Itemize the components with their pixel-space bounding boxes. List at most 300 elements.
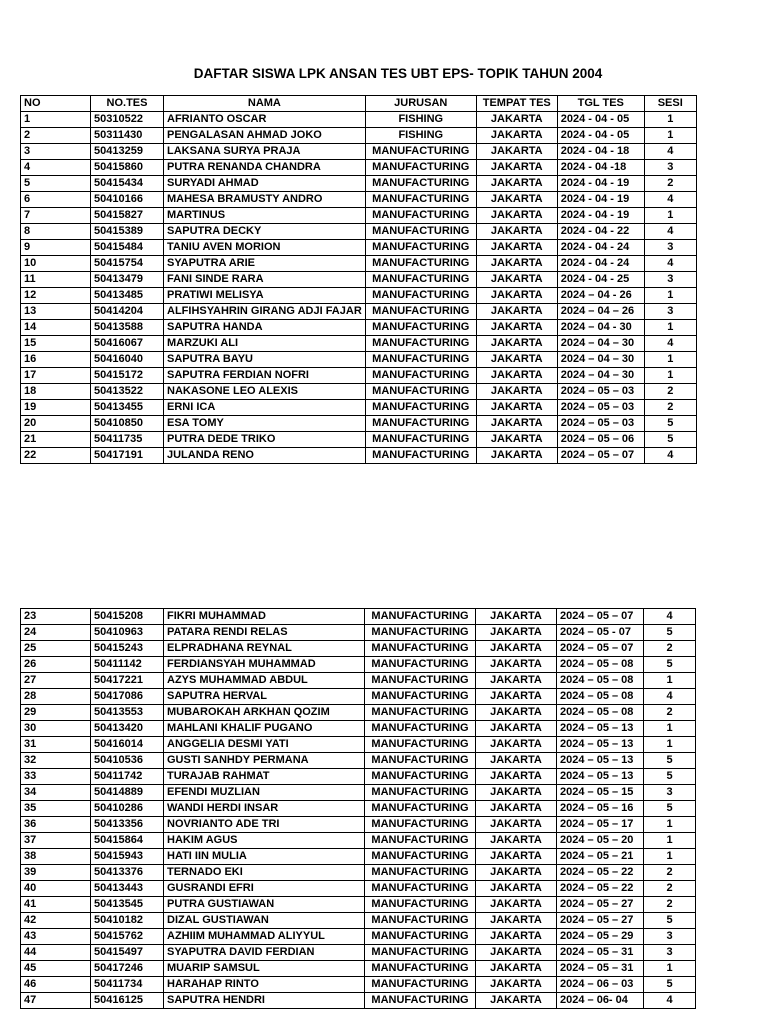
- cell-jurusan: MANUFACTURING: [365, 657, 476, 673]
- cell-jurusan: MANUFACTURING: [365, 849, 476, 865]
- cell-no-tes: 50416040: [91, 352, 164, 368]
- cell-nama: FIKRI MUHAMMAD: [164, 609, 365, 625]
- cell-sesi: 4: [644, 609, 696, 625]
- cell-sesi: 1: [644, 817, 696, 833]
- table-row: [21, 240, 697, 256]
- cell-tempat-tes: JAKARTA: [476, 801, 557, 817]
- cell-tempat-tes: JAKARTA: [476, 961, 557, 977]
- cell-tgl-tes: 2024 – 05 – 27: [557, 913, 644, 929]
- cell-tgl-tes: 2024 – 05 – 16: [557, 801, 644, 817]
- cell-sesi: 2: [644, 176, 696, 192]
- cell-tempat-tes: JAKARTA: [476, 112, 557, 128]
- cell-jurusan: MANUFACTURING: [365, 176, 476, 192]
- table-row: [21, 737, 696, 753]
- cell-nama: PUTRA DEDE TRIKO: [164, 432, 366, 448]
- cell-tempat-tes: JAKARTA: [476, 833, 557, 849]
- cell-sesi: 3: [644, 785, 696, 801]
- cell-no: 8: [21, 224, 91, 240]
- cell-no-tes: 50410182: [91, 913, 164, 929]
- cell-sesi: 5: [644, 977, 696, 993]
- cell-tgl-tes: 2024 – 05 – 03: [557, 416, 644, 432]
- cell-sesi: 1: [644, 737, 696, 753]
- cell-tempat-tes: JAKARTA: [476, 352, 557, 368]
- cell-jurusan: MANUFACTURING: [365, 160, 476, 176]
- table-row: [21, 368, 697, 384]
- cell-tgl-tes: 2024 – 05 - 07: [557, 625, 644, 641]
- cell-jurusan: MANUFACTURING: [365, 977, 476, 993]
- cell-tempat-tes: JAKARTA: [476, 977, 557, 993]
- cell-tgl-tes: 2024 – 05 – 03: [557, 400, 644, 416]
- cell-tempat-tes: JAKARTA: [476, 673, 557, 689]
- cell-tgl-tes: 2024 – 04 - 26: [557, 288, 644, 304]
- cell-sesi: 3: [644, 929, 696, 945]
- cell-jurusan: FISHING: [365, 112, 476, 128]
- table-row: [21, 288, 697, 304]
- cell-tempat-tes: JAKARTA: [476, 432, 557, 448]
- cell-no-tes: 50410286: [91, 801, 164, 817]
- table-row: [21, 977, 696, 993]
- cell-jurusan: MANUFACTURING: [365, 945, 476, 961]
- cell-sesi: 1: [644, 833, 696, 849]
- cell-tempat-tes: JAKARTA: [476, 336, 557, 352]
- cell-nama: SAPUTRA DECKY: [164, 224, 366, 240]
- cell-sesi: 4: [644, 689, 696, 705]
- cell-tgl-tes: 2024 - 04 - 19: [557, 208, 644, 224]
- cell-no-tes: 50415860: [91, 160, 164, 176]
- table-row: [21, 304, 697, 320]
- cell-tgl-tes: 2024 – 05 – 27: [557, 897, 644, 913]
- cell-sesi: 5: [644, 753, 696, 769]
- cell-nama: NAKASONE LEO ALEXIS: [164, 384, 366, 400]
- cell-tempat-tes: JAKARTA: [476, 737, 557, 753]
- table-row: [21, 176, 697, 192]
- table-header-row: [21, 96, 697, 112]
- cell-nama: HAKIM AGUS: [164, 833, 365, 849]
- cell-no-tes: 50413455: [91, 400, 164, 416]
- cell-tgl-tes: 2024 – 04 – 26: [557, 304, 644, 320]
- cell-tgl-tes: 2024 – 06 – 03: [557, 977, 644, 993]
- cell-tgl-tes: 2024 - 04 -18: [557, 160, 644, 176]
- table-row: [21, 753, 696, 769]
- table-row: [21, 400, 697, 416]
- cell-nama: MARTINUS: [164, 208, 366, 224]
- cell-no-tes: 50413588: [91, 320, 164, 336]
- cell-jurusan: MANUFACTURING: [365, 929, 476, 945]
- table-row: [21, 769, 696, 785]
- cell-tgl-tes: 2024 – 04 – 30: [557, 352, 644, 368]
- header-no: NO: [21, 96, 91, 112]
- cell-sesi: 3: [644, 945, 696, 961]
- cell-no: 3: [21, 144, 91, 160]
- cell-nama: FERDIANSYAH MUHAMMAD: [164, 657, 365, 673]
- cell-tempat-tes: JAKARTA: [476, 753, 557, 769]
- cell-no: 2: [21, 128, 91, 144]
- cell-no: 27: [21, 673, 91, 689]
- cell-no-tes: 50415497: [91, 945, 164, 961]
- cell-tgl-tes: 2024 - 04 - 18: [557, 144, 644, 160]
- student-table-1: [20, 95, 697, 464]
- cell-tempat-tes: JAKARTA: [476, 897, 557, 913]
- table-row: [21, 144, 697, 160]
- cell-nama: AZHIIM MUHAMMAD ALIYYUL: [164, 929, 365, 945]
- cell-jurusan: MANUFACTURING: [365, 304, 476, 320]
- cell-no: 43: [21, 929, 91, 945]
- cell-nama: NOVRIANTO ADE TRI: [164, 817, 365, 833]
- cell-tgl-tes: 2024 – 05 – 07: [557, 448, 644, 464]
- cell-jurusan: MANUFACTURING: [365, 432, 476, 448]
- cell-sesi: 1: [644, 721, 696, 737]
- header-jurusan: JURUSAN: [365, 96, 476, 112]
- cell-sesi: 1: [644, 673, 696, 689]
- cell-tempat-tes: JAKARTA: [476, 208, 557, 224]
- cell-tgl-tes: 2024 – 05 – 07: [557, 609, 644, 625]
- cell-jurusan: MANUFACTURING: [365, 352, 476, 368]
- cell-no: 37: [21, 833, 91, 849]
- cell-tempat-tes: JAKARTA: [476, 272, 557, 288]
- cell-tgl-tes: 2024 – 05 – 07: [557, 641, 644, 657]
- cell-tempat-tes: JAKARTA: [476, 224, 557, 240]
- table-row: [21, 224, 697, 240]
- cell-sesi: 1: [644, 961, 696, 977]
- cell-jurusan: MANUFACTURING: [365, 801, 476, 817]
- cell-jurusan: MANUFACTURING: [365, 641, 476, 657]
- cell-no-tes: 50416125: [91, 993, 164, 1009]
- table-row: [21, 929, 696, 945]
- cell-nama: LAKSANA SURYA PRAJA: [164, 144, 366, 160]
- cell-tgl-tes: 2024 – 05 – 08: [557, 705, 644, 721]
- table-row: [21, 641, 696, 657]
- cell-sesi: 2: [644, 384, 696, 400]
- cell-tempat-tes: JAKARTA: [476, 721, 557, 737]
- cell-nama: EFENDI MUZLIAN: [164, 785, 365, 801]
- cell-tgl-tes: 2024 – 05 – 22: [557, 881, 644, 897]
- cell-no-tes: 50416014: [91, 737, 164, 753]
- cell-sesi: 2: [644, 897, 696, 913]
- cell-no: 22: [21, 448, 91, 464]
- document-title: DAFTAR SISWA LPK ANSAN TES UBT EPS- TOPIK TAHUN 2004: [193, 66, 603, 81]
- table-row: [21, 993, 696, 1009]
- cell-no-tes: 50414204: [91, 304, 164, 320]
- cell-no-tes: 50415484: [91, 240, 164, 256]
- cell-jurusan: MANUFACTURING: [365, 833, 476, 849]
- cell-jurusan: MANUFACTURING: [365, 961, 476, 977]
- cell-no: 29: [21, 705, 91, 721]
- cell-jurusan: MANUFACTURING: [365, 272, 476, 288]
- table-row: [21, 336, 697, 352]
- cell-no-tes: 50413479: [91, 272, 164, 288]
- cell-nama: FANI SINDE RARA: [164, 272, 366, 288]
- cell-tempat-tes: JAKARTA: [476, 304, 557, 320]
- cell-nama: DIZAL GUSTIAWAN: [164, 913, 365, 929]
- table-row: [21, 849, 696, 865]
- cell-sesi: 3: [644, 240, 696, 256]
- cell-no: 19: [21, 400, 91, 416]
- cell-no: 4: [21, 160, 91, 176]
- cell-jurusan: MANUFACTURING: [365, 721, 476, 737]
- cell-jurusan: MANUFACTURING: [365, 897, 476, 913]
- cell-no-tes: 50310522: [91, 112, 164, 128]
- cell-no-tes: 50417246: [91, 961, 164, 977]
- cell-no-tes: 50413259: [91, 144, 164, 160]
- cell-tempat-tes: JAKARTA: [476, 657, 557, 673]
- cell-sesi: 2: [644, 865, 696, 881]
- cell-no: 24: [21, 625, 91, 641]
- cell-nama: GUSRANDI EFRI: [164, 881, 365, 897]
- cell-no-tes: 50413553: [91, 705, 164, 721]
- header-no-tes: NO.TES: [91, 96, 164, 112]
- cell-tempat-tes: JAKARTA: [476, 769, 557, 785]
- cell-no: 26: [21, 657, 91, 673]
- cell-tgl-tes: 2024 – 04 - 30: [557, 320, 644, 336]
- cell-nama: PATARA RENDI RELAS: [164, 625, 365, 641]
- cell-tgl-tes: 2024 – 05 – 13: [557, 737, 644, 753]
- cell-nama: SAPUTRA BAYU: [164, 352, 366, 368]
- cell-nama: TERNADO EKI: [164, 865, 365, 881]
- cell-tgl-tes: 2024 – 04 – 30: [557, 336, 644, 352]
- cell-jurusan: MANUFACTURING: [365, 705, 476, 721]
- cell-no: 30: [21, 721, 91, 737]
- cell-nama: MUBAROKAH ARKHAN QOZIM: [164, 705, 365, 721]
- cell-tgl-tes: 2024 – 05 – 08: [557, 673, 644, 689]
- cell-nama: SYAPUTRA DAVID FERDIAN: [164, 945, 365, 961]
- cell-tgl-tes: 2024 - 04 - 24: [557, 240, 644, 256]
- cell-nama: SYAPUTRA ARIE: [164, 256, 366, 272]
- cell-tempat-tes: JAKARTA: [476, 865, 557, 881]
- cell-no: 11: [21, 272, 91, 288]
- cell-no-tes: 50410850: [91, 416, 164, 432]
- table-row: [21, 657, 696, 673]
- cell-jurusan: MANUFACTURING: [365, 240, 476, 256]
- cell-sesi: 1: [644, 288, 696, 304]
- cell-jurusan: MANUFACTURING: [365, 753, 476, 769]
- table-row: [21, 208, 697, 224]
- cell-jurusan: MANUFACTURING: [365, 256, 476, 272]
- cell-nama: MUARIP SAMSUL: [164, 961, 365, 977]
- cell-no: 7: [21, 208, 91, 224]
- cell-tempat-tes: JAKARTA: [476, 689, 557, 705]
- cell-nama: TURAJAB RAHMAT: [164, 769, 365, 785]
- cell-no: 12: [21, 288, 91, 304]
- cell-jurusan: MANUFACTURING: [365, 320, 476, 336]
- table-row: [21, 625, 696, 641]
- cell-tempat-tes: JAKARTA: [476, 705, 557, 721]
- cell-nama: ELPRADHANA REYNAL: [164, 641, 365, 657]
- cell-sesi: 3: [644, 304, 696, 320]
- table-row: [21, 432, 697, 448]
- cell-no: 31: [21, 737, 91, 753]
- cell-no: 42: [21, 913, 91, 929]
- cell-no-tes: 50413522: [91, 384, 164, 400]
- table-row: [21, 913, 696, 929]
- cell-tempat-tes: JAKARTA: [476, 448, 557, 464]
- cell-tgl-tes: 2024 – 05 – 13: [557, 753, 644, 769]
- cell-no-tes: 50311430: [91, 128, 164, 144]
- cell-no: 21: [21, 432, 91, 448]
- table-row: [21, 865, 696, 881]
- cell-no-tes: 50413545: [91, 897, 164, 913]
- cell-nama: ANGGELIA DESMI YATI: [164, 737, 365, 753]
- table-row: [21, 833, 696, 849]
- cell-no: 9: [21, 240, 91, 256]
- cell-sesi: 1: [644, 849, 696, 865]
- table-row: [21, 112, 697, 128]
- cell-nama: WANDI HERDI INSAR: [164, 801, 365, 817]
- cell-no-tes: 50410963: [91, 625, 164, 641]
- cell-jurusan: MANUFACTURING: [365, 913, 476, 929]
- cell-nama: JULANDA RENO: [164, 448, 366, 464]
- cell-tgl-tes: 2024 - 04 - 05: [557, 112, 644, 128]
- cell-sesi: 2: [644, 641, 696, 657]
- cell-sesi: 1: [644, 208, 696, 224]
- cell-sesi: 5: [644, 432, 696, 448]
- cell-no: 1: [21, 112, 91, 128]
- cell-no-tes: 50415762: [91, 929, 164, 945]
- cell-tempat-tes: JAKARTA: [476, 128, 557, 144]
- cell-sesi: 4: [644, 256, 696, 272]
- cell-sesi: 4: [644, 224, 696, 240]
- cell-no: 34: [21, 785, 91, 801]
- cell-nama: SURYADI AHMAD: [164, 176, 366, 192]
- table-row: [21, 961, 696, 977]
- cell-no: 25: [21, 641, 91, 657]
- cell-nama: ALFIHSYAHRIN GIRANG ADJI FAJAR: [164, 304, 366, 320]
- cell-tgl-tes: 2024 - 04 - 19: [557, 176, 644, 192]
- cell-no: 23: [21, 609, 91, 625]
- cell-jurusan: MANUFACTURING: [365, 448, 476, 464]
- cell-no: 41: [21, 897, 91, 913]
- cell-jurusan: MANUFACTURING: [365, 737, 476, 753]
- cell-no: 17: [21, 368, 91, 384]
- cell-tgl-tes: 2024 – 05 – 22: [557, 865, 644, 881]
- header-nama: NAMA: [164, 96, 366, 112]
- cell-no: 20: [21, 416, 91, 432]
- cell-jurusan: MANUFACTURING: [365, 208, 476, 224]
- cell-tempat-tes: JAKARTA: [476, 416, 557, 432]
- cell-sesi: 2: [644, 705, 696, 721]
- cell-no-tes: 50413356: [91, 817, 164, 833]
- cell-jurusan: MANUFACTURING: [365, 609, 476, 625]
- cell-sesi: 4: [644, 192, 696, 208]
- cell-tempat-tes: JAKARTA: [476, 176, 557, 192]
- cell-sesi: 4: [644, 448, 696, 464]
- cell-nama: PRATIWI MELISYA: [164, 288, 366, 304]
- cell-nama: AFRIANTO OSCAR: [164, 112, 366, 128]
- cell-no: 47: [21, 993, 91, 1009]
- cell-tgl-tes: 2024 – 06- 04: [557, 993, 644, 1009]
- cell-tempat-tes: JAKARTA: [476, 881, 557, 897]
- cell-jurusan: MANUFACTURING: [365, 881, 476, 897]
- cell-sesi: 1: [644, 112, 696, 128]
- cell-sesi: 1: [644, 368, 696, 384]
- cell-sesi: 1: [644, 320, 696, 336]
- table-row: [21, 705, 696, 721]
- cell-no-tes: 50415172: [91, 368, 164, 384]
- cell-no-tes: 50415243: [91, 641, 164, 657]
- cell-no: 15: [21, 336, 91, 352]
- cell-jurusan: MANUFACTURING: [365, 865, 476, 881]
- cell-no: 38: [21, 849, 91, 865]
- cell-tgl-tes: 2024 – 05 – 17: [557, 817, 644, 833]
- table-row: [21, 721, 696, 737]
- cell-nama: SAPUTRA HERVAL: [164, 689, 365, 705]
- cell-sesi: 5: [644, 913, 696, 929]
- cell-no-tes: 50415943: [91, 849, 164, 865]
- table-row: [21, 192, 697, 208]
- cell-tempat-tes: JAKARTA: [476, 144, 557, 160]
- header-sesi: SESI: [644, 96, 696, 112]
- table-body-2: [21, 609, 696, 1009]
- cell-no-tes: 50411734: [91, 977, 164, 993]
- cell-tgl-tes: 2024 – 04 – 30: [557, 368, 644, 384]
- cell-no-tes: 50411735: [91, 432, 164, 448]
- table-row: [21, 609, 696, 625]
- cell-tempat-tes: JAKARTA: [476, 320, 557, 336]
- cell-tempat-tes: JAKARTA: [476, 609, 557, 625]
- cell-tgl-tes: 2024 – 05 – 03: [557, 384, 644, 400]
- table-row: [21, 897, 696, 913]
- table-row: [21, 272, 697, 288]
- cell-no: 6: [21, 192, 91, 208]
- cell-tempat-tes: JAKARTA: [476, 785, 557, 801]
- cell-sesi: 3: [644, 272, 696, 288]
- cell-nama: MAHESA BRAMUSTY ANDRO: [164, 192, 366, 208]
- cell-no-tes: 50415434: [91, 176, 164, 192]
- cell-tgl-tes: 2024 - 04 - 25: [557, 272, 644, 288]
- cell-no-tes: 50417191: [91, 448, 164, 464]
- cell-tgl-tes: 2024 - 04 - 24: [557, 256, 644, 272]
- cell-jurusan: MANUFACTURING: [365, 288, 476, 304]
- table-row: [21, 689, 696, 705]
- header-tgl-tes: TGL TES: [557, 96, 644, 112]
- cell-jurusan: MANUFACTURING: [365, 625, 476, 641]
- cell-no-tes: 50413485: [91, 288, 164, 304]
- cell-sesi: 5: [644, 657, 696, 673]
- table-row: [21, 160, 697, 176]
- cell-jurusan: MANUFACTURING: [365, 769, 476, 785]
- table-row: [21, 384, 697, 400]
- cell-nama: AZYS MUHAMMAD ABDUL: [164, 673, 365, 689]
- table-row: [21, 320, 697, 336]
- cell-no-tes: 50415864: [91, 833, 164, 849]
- table-row: [21, 785, 696, 801]
- cell-no: 18: [21, 384, 91, 400]
- cell-sesi: 3: [644, 160, 696, 176]
- cell-tgl-tes: 2024 – 05 – 29: [557, 929, 644, 945]
- table-row: [21, 256, 697, 272]
- cell-jurusan: MANUFACTURING: [365, 336, 476, 352]
- cell-sesi: 2: [644, 400, 696, 416]
- cell-tempat-tes: JAKARTA: [476, 400, 557, 416]
- cell-sesi: 1: [644, 352, 696, 368]
- cell-jurusan: MANUFACTURING: [365, 689, 476, 705]
- cell-no: 5: [21, 176, 91, 192]
- header-tempat-tes: TEMPAT TES: [476, 96, 557, 112]
- student-table-2: [20, 608, 696, 1009]
- table-row: [21, 416, 697, 432]
- cell-no-tes: 50411742: [91, 769, 164, 785]
- cell-no-tes: 50415389: [91, 224, 164, 240]
- cell-sesi: 5: [644, 769, 696, 785]
- cell-tempat-tes: JAKARTA: [476, 625, 557, 641]
- cell-no-tes: 50413376: [91, 865, 164, 881]
- cell-tempat-tes: JAKARTA: [476, 641, 557, 657]
- table-row: [21, 352, 697, 368]
- cell-jurusan: MANUFACTURING: [365, 416, 476, 432]
- cell-jurusan: MANUFACTURING: [365, 993, 476, 1009]
- cell-tempat-tes: JAKARTA: [476, 192, 557, 208]
- table-row: [21, 448, 697, 464]
- cell-no-tes: 50413443: [91, 881, 164, 897]
